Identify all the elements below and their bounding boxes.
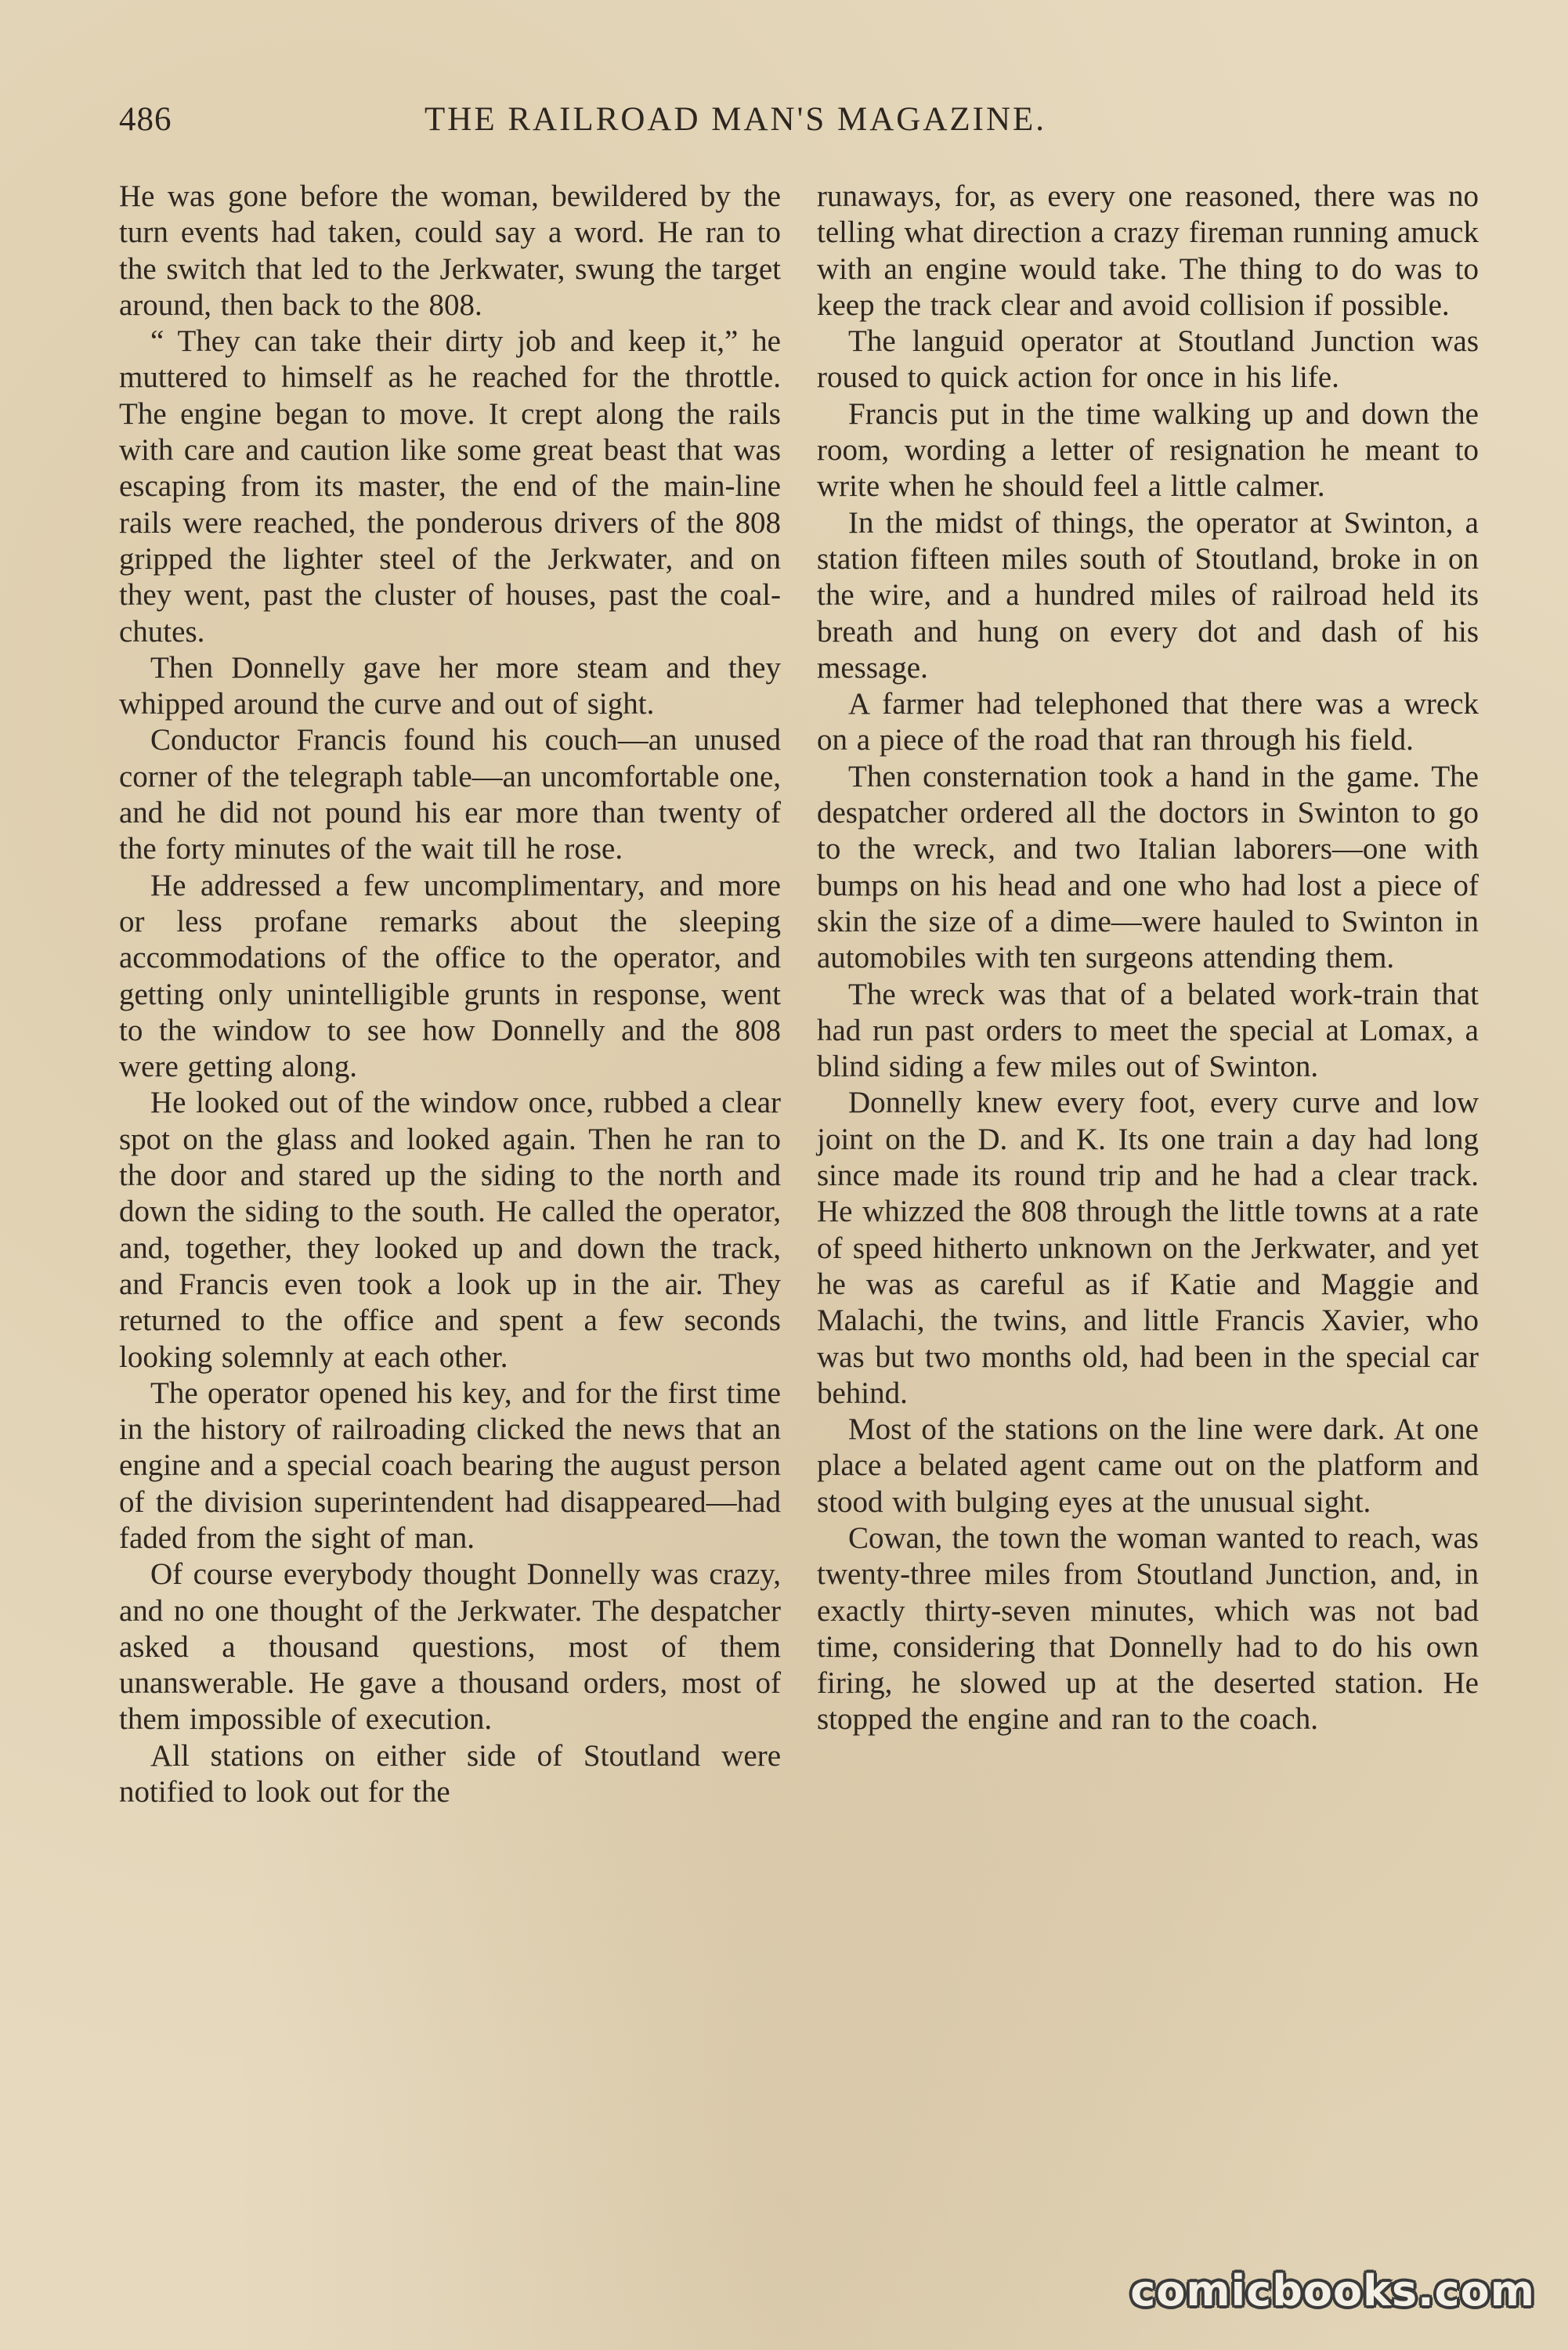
right-paragraph-6: Then consternation took a hand in the game. The despatcher ordered all the doctors in Swinton to go to the wreck, and two Italian laborers—one with bumps on his head and one who had lost a piece of skin the size of a dime—were hauled to Swinton in automobiles with ten surgeons attending them. xyxy=(817,759,1479,975)
right-paragraph-4: In the midst of things, the operator at Swinton, a station fifteen miles south of Stoutland, broke in on the wire, and a hundred miles of railroad held its breath and hung on every dot and dash of his message. xyxy=(817,505,1479,685)
right-paragraph-2: The languid operator at Stoutland Junction was roused to quick action for once in his life. xyxy=(817,324,1479,395)
running-title: THE RAILROAD MAN'S MAGAZINE. xyxy=(425,101,1047,138)
right-paragraph-5: A farmer had telephoned that there was a wreck on a piece of the road that ran through his field. xyxy=(817,687,1479,757)
page-number: 486 xyxy=(119,101,172,138)
left-paragraph-5: He addressed a few uncomplimentary, and more or less profane remarks about the sleeping accommodations of the office to the operator, and getting only unintelligible grunts in response, went to the window to see how Donnelly and the 808 were getting along. xyxy=(119,868,781,1084)
left-paragraph-9: All stations on either side of Stoutland were notified to look out for the xyxy=(119,1738,781,1810)
left-paragraph-8: Of course everybody thought Donnelly was crazy, and no one thought of the Jerkwater. The despatcher asked a thousand questions, most of them unanswerable. He gave a thousand orders, most of them impossible of execution. xyxy=(119,1557,781,1737)
right-paragraph-1: runaways, for, as every one reasoned, there was no telling what direction a crazy fireman running amuck with an engine would take. The thing to do was to keep the track clear and avoid collision if possible. xyxy=(817,179,1479,322)
left-column xyxy=(119,179,781,1810)
right-paragraph-10: Cowan, the town the woman wanted to reach, was twenty-three miles from Stoutland Junction, and, in exactly thirty-seven minutes, which was not bad time, considering that Donnelly had to do his own firing, he slowed up at the deserted station. He stopped the engine and ran to the coach. xyxy=(817,1520,1479,1737)
left-paragraph-7: The operator opened his key, and for the first time in the history of railroading clicked the news that an engine and a special coach bearing the august person of the division superintendent had disappeared—had faded from the sight of man. xyxy=(119,1376,781,1555)
left-paragraph-2: “ They can take their dirty job and keep it,” he muttered to himself as he reached for the throttle. The engine began to move. It crept along the rails with care and caution like some great beast that was escaping from its master, the end of the main-line rails were reached, the ponderous drivers of the 808 gripped the lighter steel of the Jerkwater, and on they went, past the cluster of houses, past the coal-chutes. xyxy=(119,324,781,649)
site-watermark: comicbooks.com xyxy=(1130,2266,1535,2316)
right-paragraph-3: Francis put in the time walking up and down the room, wording a letter of resignation he meant to write when he should feel a little calmer. xyxy=(817,396,1479,504)
right-column xyxy=(817,179,1479,1738)
left-paragraph-6: He looked out of the window once, rubbed a clear spot on the glass and looked again. Then he ran to the door and stared up the siding to the north and down the siding to the south. He called the operator, and, together, they looked up and down the track, and Francis even took a look up in the air. They returned to the office and spent a few seconds looking solemnly at each other. xyxy=(119,1086,781,1374)
page-header xyxy=(119,100,1480,147)
right-paragraph-8: Donnelly knew every foot, every curve and low joint on the D. and K. Its one train a day had long since made its round trip and he had a clear track. He whizzed the 808 through the little towns at a rate of speed hitherto unknown on the Jerkwater, and yet he was as careful as if Katie and Maggie and Malachi, the twins, and little Francis Xavier, who was but two months old, had been in the special car behind. xyxy=(817,1086,1479,1410)
left-paragraph-3: Then Donnelly gave her more steam and they whipped around the curve and out of sight. xyxy=(119,650,781,721)
left-paragraph-4: Conductor Francis found his couch—an unused corner of the telegraph table—an uncomfortable one, and he did not pound his ear more than twenty of the forty minutes of the wait till he rose. xyxy=(119,723,781,866)
right-paragraph-9: Most of the stations on the line were dark. At one place a belated agent came out on the platform and stood with bulging eyes at the unusual sight. xyxy=(817,1412,1479,1519)
right-paragraph-7: The wreck was that of a belated work-train that had run past orders to meet the special at Lomax, a blind siding a few miles out of Swinton. xyxy=(817,977,1479,1084)
left-paragraph-1: He was gone before the woman, bewildered by the turn events had taken, could say a word. He ran to the switch that led to the Jerkwater, swung the target around, then back to the 808. xyxy=(119,179,781,322)
